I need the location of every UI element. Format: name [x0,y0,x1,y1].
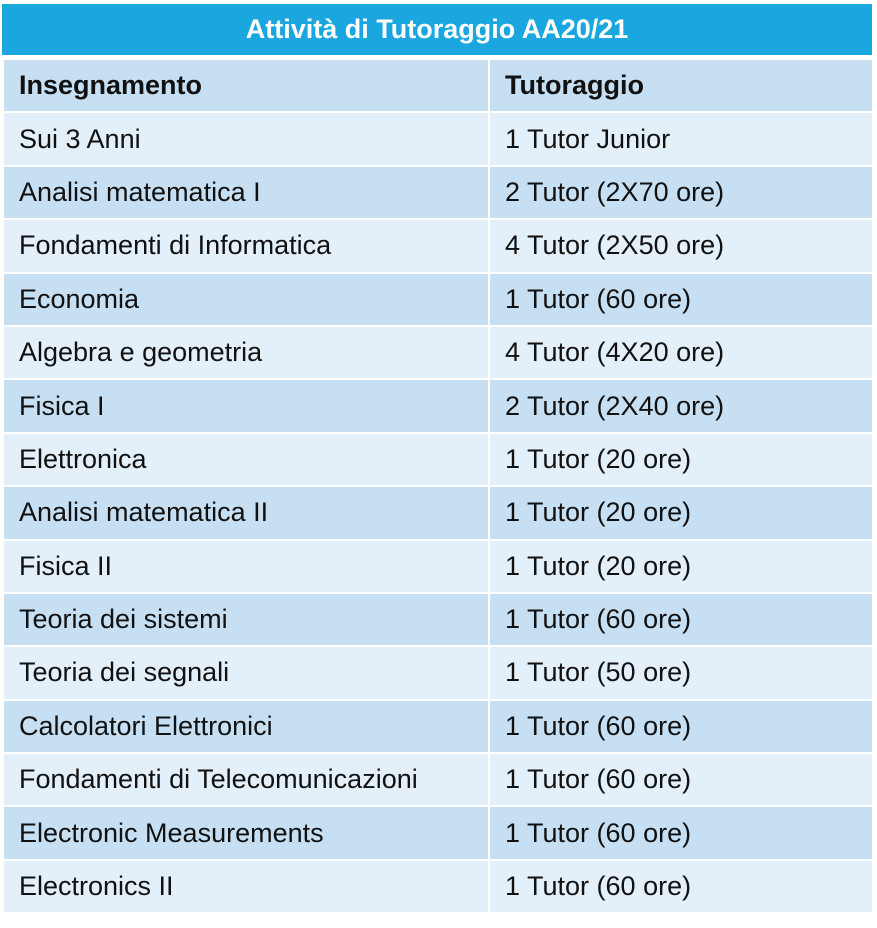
tutoring-cell: 1 Tutor (20 ore) [489,540,873,593]
course-cell: Economia [3,273,489,326]
table-row [3,540,873,593]
course-cell: Fondamenti di Telecomunicazioni [3,753,489,806]
table-row [3,273,873,326]
table-row [3,433,873,486]
tutoring-cell: 1 Tutor (20 ore) [489,433,873,486]
table-row [3,486,873,539]
tutoring-cell: 1 Tutor (60 ore) [489,806,873,859]
course-cell: Electronics II [3,860,489,913]
column-header-insegnamento: Insegnamento [3,59,489,112]
table-row [3,806,873,859]
tutoring-cell: 4 Tutor (2X50 ore) [489,219,873,272]
table-row [3,219,873,272]
tutoring-table [2,4,872,914]
table-row [3,700,873,753]
table-row [3,753,873,806]
table-row [3,112,873,165]
tutoring-cell: 1 Tutor (50 ore) [489,646,873,699]
course-cell: Fisica I [3,379,489,432]
table-row [3,166,873,219]
course-cell: Calcolatori Elettronici [3,700,489,753]
table-row [3,860,873,913]
course-cell: Analisi matematica II [3,486,489,539]
course-cell: Fisica II [3,540,489,593]
table-row [3,646,873,699]
tutoring-cell: 2 Tutor (2X70 ore) [489,166,873,219]
table-row [3,326,873,379]
course-cell: Teoria dei segnali [3,646,489,699]
course-cell: Fondamenti di Informatica [3,219,489,272]
table-row [3,593,873,646]
column-header-tutoraggio: Tutoraggio [489,59,873,112]
tutoring-cell: 1 Tutor (60 ore) [489,273,873,326]
tutoring-cell: 1 Tutor (20 ore) [489,486,873,539]
course-cell: Teoria dei sistemi [3,593,489,646]
header-row [3,59,873,112]
tutoring-cell: 1 Tutor (60 ore) [489,860,873,913]
course-cell: Elettronica [3,433,489,486]
course-cell: Electronic Measurements [3,806,489,859]
course-cell: Algebra e geometria [3,326,489,379]
table-row [3,379,873,432]
tutoring-cell: 4 Tutor (4X20 ore) [489,326,873,379]
tutoring-cell: 1 Tutor Junior [489,112,873,165]
tutoring-cell: 2 Tutor (2X40 ore) [489,379,873,432]
tutoring-cell: 1 Tutor (60 ore) [489,593,873,646]
tutoring-cell: 1 Tutor (60 ore) [489,753,873,806]
table-title: Attività di Tutoraggio AA20/21 [2,4,872,58]
course-cell: Sui 3 Anni [3,112,489,165]
tutoring-cell: 1 Tutor (60 ore) [489,700,873,753]
course-cell: Analisi matematica I [3,166,489,219]
tutoring-grid [2,58,874,914]
